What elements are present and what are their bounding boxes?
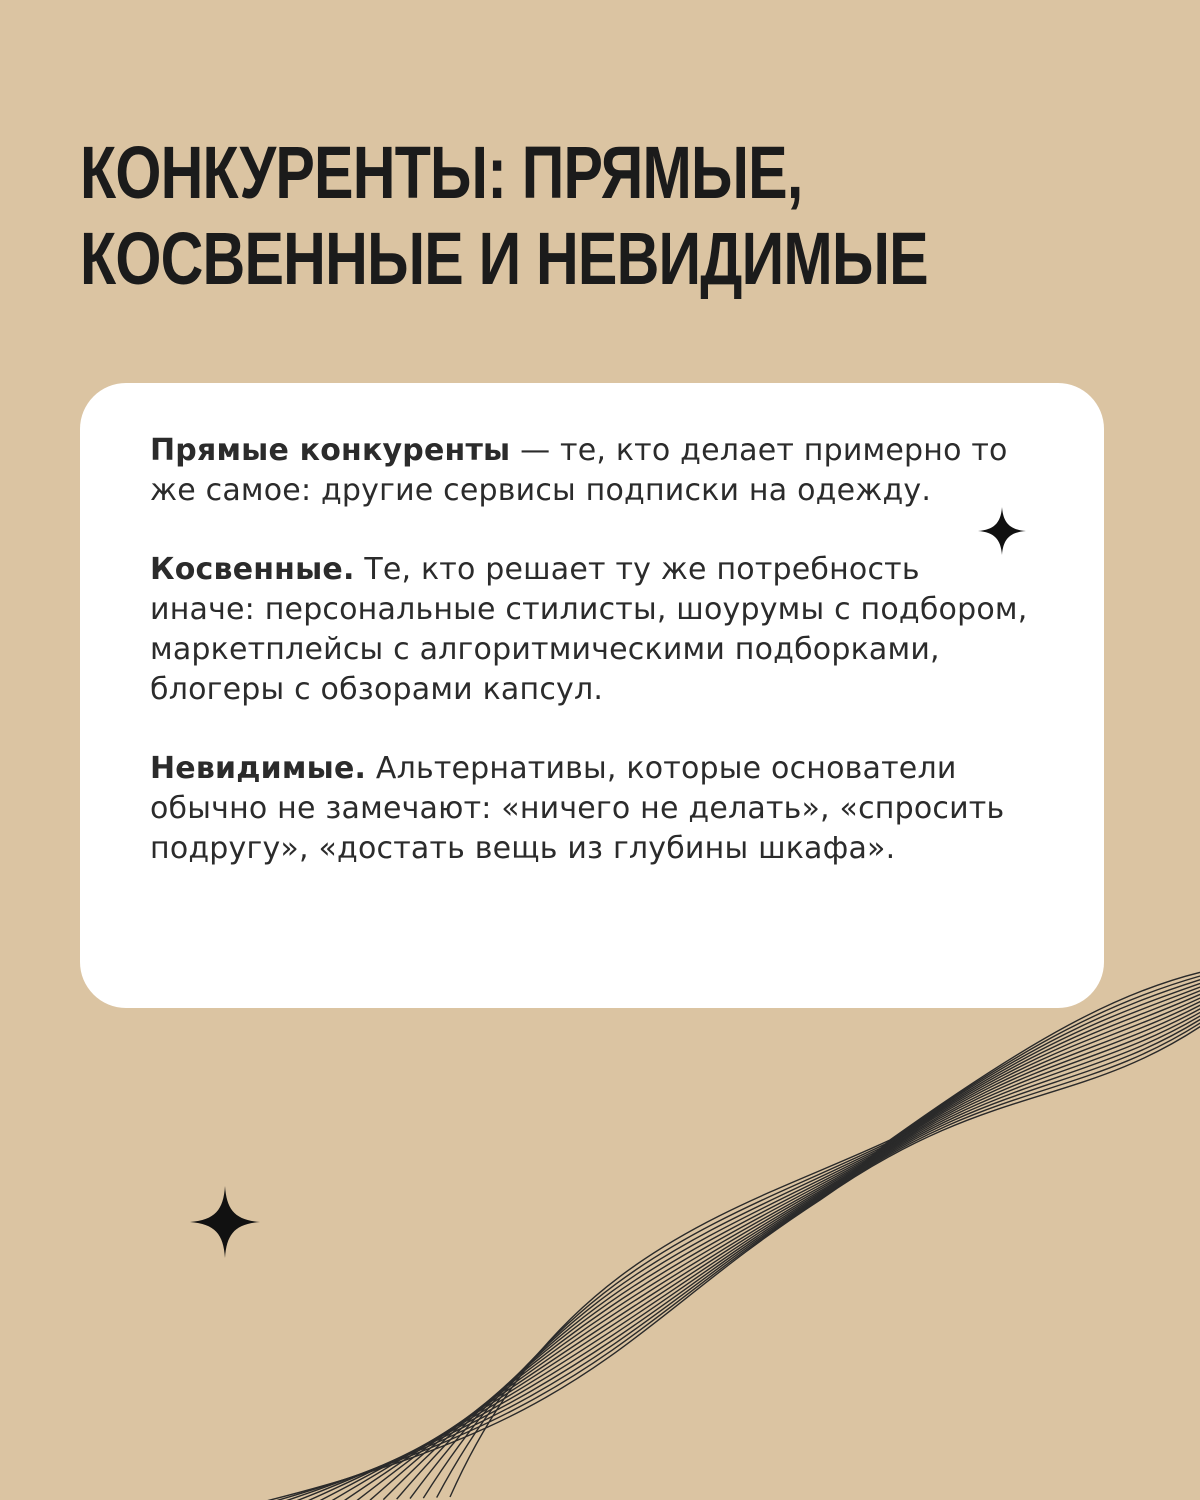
wave-line	[290, 1010, 1200, 1500]
wave-line	[450, 970, 1200, 1497]
wave-line	[277, 1013, 1200, 1500]
page-title-line-1: КОНКУРЕНТЫ: ПРЯМЫЕ,	[80, 131, 803, 214]
paragraph-lead: Невидимые.	[150, 751, 367, 786]
wave-line	[317, 1003, 1200, 1500]
sparkle-icon	[190, 1186, 260, 1258]
wave-line	[303, 1007, 1200, 1500]
content-card	[80, 383, 1104, 1008]
wave-line	[357, 993, 1200, 1500]
wave-line	[263, 1017, 1200, 1500]
wave-line	[423, 977, 1200, 1498]
sparkle-icon	[978, 507, 1026, 555]
wave-line	[330, 1000, 1200, 1500]
paragraph-text: — те, кто делает примерно то же самое: другие сервисы подписки на одежду.	[150, 433, 1008, 508]
wave-line	[410, 980, 1200, 1499]
wave-line	[383, 987, 1200, 1500]
wave-line	[343, 997, 1200, 1500]
page-title	[80, 130, 928, 302]
wave-line	[437, 973, 1200, 1497]
paragraph-text: Альтернативы, которые основатели обычно не замечают: «ничего не делать», «спросить подругу», «достать вещь из глубины шкафа».	[150, 751, 1005, 866]
paragraph-invisible-competitors	[150, 749, 1034, 869]
wave-line	[397, 983, 1200, 1499]
wave-line	[370, 990, 1200, 1500]
paragraph-lead: Прямые конкуренты	[150, 433, 511, 468]
paragraph-indirect-competitors	[150, 550, 1034, 710]
wave-line	[250, 1020, 1200, 1500]
paragraph-direct-competitors	[150, 431, 1034, 511]
paragraph-text: Те, кто решает ту же потребность иначе: персональные стилисты, шоурумы с подбором, маркетплейсы с алгоритмическими подборками, блогеры с обзорами капсул.	[150, 552, 1028, 707]
page-title-line-2: КОСВЕННЫЕ И НЕВИДИМЫЕ	[80, 217, 928, 300]
paragraph-lead: Косвенные.	[150, 552, 355, 587]
